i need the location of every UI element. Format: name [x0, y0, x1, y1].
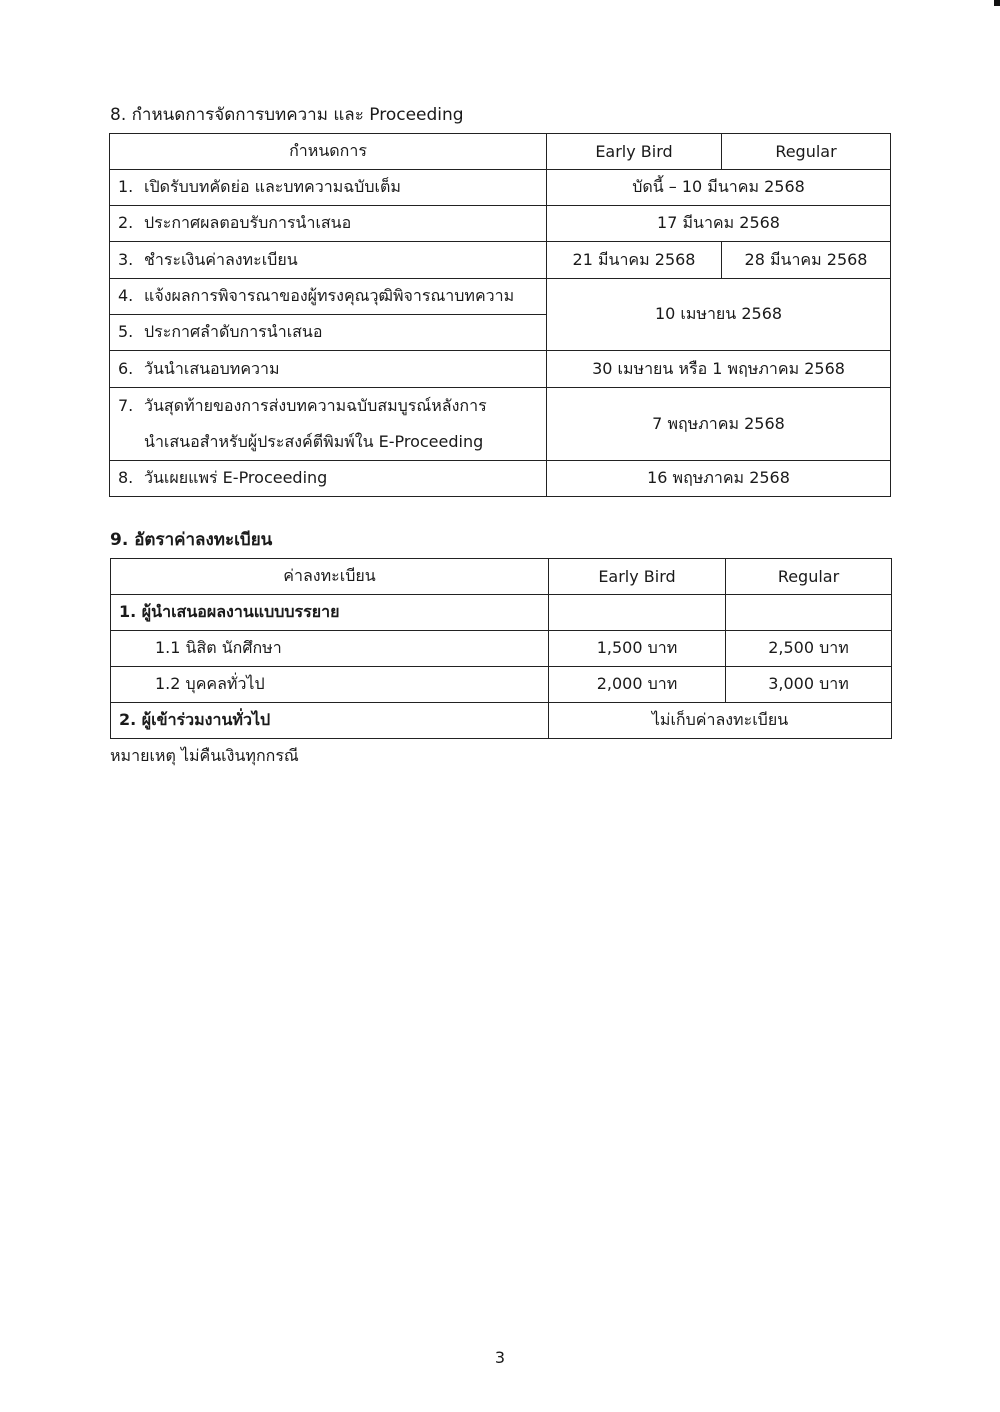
page-number: 3 — [494, 1348, 506, 1367]
header-early-bird: Early Bird — [549, 559, 726, 595]
section-8-title: 8. กำหนดการจัดการบทความ และ Proceeding — [110, 105, 464, 125]
fee-label: 1.2 บุคคลทั่วไป — [111, 667, 549, 703]
row-label-line2: นำเสนอสำหรับผู้ประสงค์ตีพิมพ์ใน E-Proceeding — [144, 432, 484, 451]
header-item: ค่าลงทะเบียน — [111, 559, 549, 595]
table-row — [111, 631, 892, 667]
row-number: 5. — [118, 322, 134, 341]
table-row — [110, 170, 891, 206]
row-date: 17 มีนาคม 2568 — [547, 206, 891, 242]
header-regular: Regular — [722, 134, 891, 170]
table-header-row — [111, 559, 892, 595]
fee-regular: 3,000 บาท — [726, 667, 892, 703]
row-date: 30 เมษายน หรือ 1 พฤษภาคม 2568 — [547, 351, 891, 388]
table-row — [111, 703, 892, 739]
row-date: บัดนี้ – 10 มีนาคม 2568 — [547, 170, 891, 206]
row-date-regular: 28 มีนาคม 2568 — [722, 242, 891, 279]
fee-table — [110, 558, 892, 739]
table-row — [110, 351, 891, 388]
fee-early: 1,500 บาท — [549, 631, 726, 667]
row-number: 3. — [118, 249, 134, 269]
row-label: ชำระเงินค่าลงทะเบียน — [144, 249, 298, 269]
row-number: 8. — [118, 468, 134, 487]
scan-mark — [994, 0, 1000, 6]
row-date-merged: 10 เมษายน 2568 — [547, 279, 891, 351]
group-attendee-fee: ไม่เก็บค่าลงทะเบียน — [549, 703, 892, 739]
row-number: 2. — [118, 213, 134, 232]
group-attendee-label: 2. ผู้เข้าร่วมงานทั่วไป — [111, 703, 549, 739]
table-row — [110, 388, 891, 461]
row-label: ประกาศผลตอบรับการนำเสนอ — [144, 213, 352, 232]
header-regular: Regular — [726, 559, 892, 595]
table-header-row — [110, 134, 891, 170]
row-label: เปิดรับบทคัดย่อ และบทความฉบับเต็ม — [144, 177, 401, 196]
fee-label: 1.1 นิสิต นักศึกษา — [111, 631, 549, 667]
table-row — [110, 279, 891, 315]
table-row — [110, 242, 891, 279]
group-presenter-label: 1. ผู้นำเสนอผลงานแบบบรรยาย — [111, 595, 549, 631]
header-early-bird: Early Bird — [547, 134, 722, 170]
fee-early: 2,000 บาท — [549, 667, 726, 703]
row-label: วันนำเสนอบทความ — [144, 358, 280, 378]
row-label: แจ้งผลการพิจารณาของผู้ทรงคุณวุฒิพิจารณาบทความ — [144, 286, 515, 305]
row-date: 16 พฤษภาคม 2568 — [547, 461, 891, 497]
table-row — [110, 206, 891, 242]
note-text: หมายเหตุ ไม่คืนเงินทุกกรณี — [110, 746, 299, 765]
row-number: 4. — [118, 286, 134, 305]
fee-regular: 2,500 บาท — [726, 631, 892, 667]
table-row — [110, 461, 891, 497]
table-row — [111, 667, 892, 703]
section-9-title: 9. อัตราค่าลงทะเบียน — [110, 530, 273, 550]
row-number: 1. — [118, 177, 134, 196]
schedule-table — [109, 133, 891, 497]
table-row — [111, 595, 892, 631]
row-label-line1: วันสุดท้ายของการส่งบทความฉบับสมบูรณ์หลังการ — [144, 396, 487, 415]
row-number: 7. — [118, 396, 134, 415]
header-item: กำหนดการ — [110, 134, 547, 170]
row-label: วันเผยแพร่ E-Proceeding — [144, 468, 328, 487]
row-date-early: 21 มีนาคม 2568 — [547, 242, 722, 279]
row-date: 7 พฤษภาคม 2568 — [547, 388, 891, 461]
row-number: 6. — [118, 358, 134, 378]
row-label: ประกาศลำดับการนำเสนอ — [144, 322, 323, 341]
